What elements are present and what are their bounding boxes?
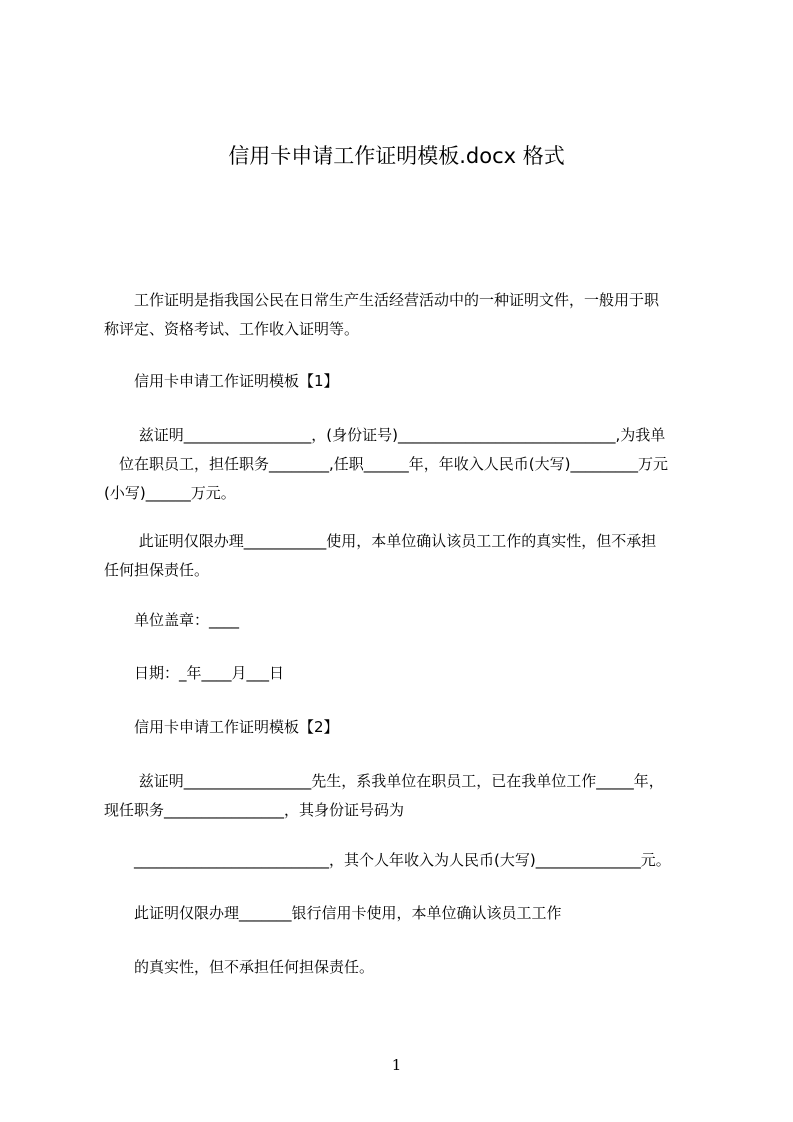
template2-heading: 信用卡申请工作证明模板【2】 [104, 718, 339, 736]
intro-line-2: 称评定、资格考试、工作收入证明等。 [104, 320, 360, 338]
template1-paragraph1-line3: (小写)______万元。 [104, 484, 236, 502]
template2-paragraph4: 的真实性，但不承担任何担保责任。 [104, 958, 375, 976]
template1-paragraph2-line2: 任何担保责任。 [104, 561, 210, 579]
template2-paragraph1-line2: 现任职务________________，其身份证号码为 [104, 801, 405, 819]
intro-line-1: 工作证明是指我国公民在日常生产生活经营活动中的一种证明文件，一般用于职 [104, 291, 660, 309]
template1-paragraph1-line2: 位在职员工，担任职务________,任职______年，年收入人民币(大写)_________万元 [104, 455, 668, 473]
template2-paragraph3: 此证明仅限办理_______银行信用卡使用，本单位确认该员工工作 [104, 904, 562, 922]
page-number: 1 [391, 1056, 402, 1074]
template2-paragraph2: __________________________，其个人年收入为人民币(大写)______________元。 [104, 851, 671, 869]
template1-paragraph1-line1: 兹证明_________________，(身份证号)_____________________________,为我单 [104, 426, 666, 444]
template1-seal-line: 单位盖章：____ [104, 611, 240, 629]
document-title: 信用卡申请工作证明模板.docx 格式 [228, 144, 565, 168]
template1-paragraph2-line1: 此证明仅限办理___________使用，本单位确认该员工工作的真实性，但不承担 [104, 532, 657, 550]
template1-date-line: 日期：_年____月___日 [104, 664, 285, 682]
template1-heading: 信用卡申请工作证明模板【1】 [104, 372, 339, 390]
template2-paragraph1-line1: 兹证明_________________先生，系我单位在职员工，已在我单位工作_____年， [104, 772, 664, 790]
